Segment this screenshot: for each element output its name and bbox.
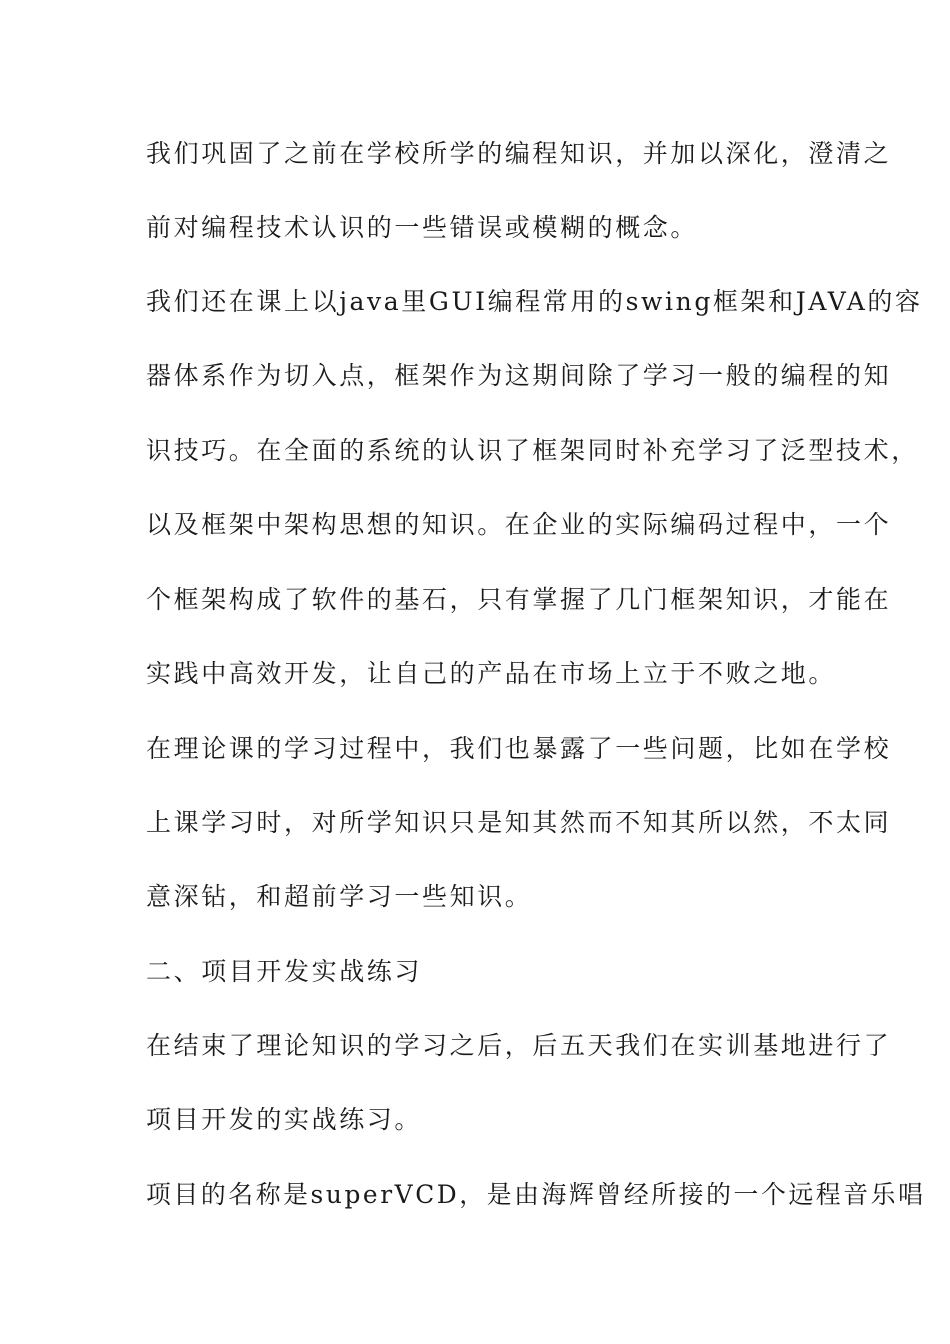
paragraph-line: 我们还在课上以java里GUI编程常用的swing框架和JAVA的容: [146, 287, 923, 316]
paragraph-line: 我们巩固了之前在学校所学的编程知识，并加以深化，澄清之: [146, 139, 892, 168]
paragraph-line: 上课学习时，对所学知识只是知其然而不知其所以然，不太同: [146, 808, 892, 837]
paragraph-line: 意深钻，和超前学习一些知识。: [146, 882, 533, 911]
paragraph-line: 项目开发的实战练习。: [146, 1105, 423, 1134]
paragraph-line: 器体系作为切入点，框架作为这期间除了学习一般的编程的知: [146, 361, 892, 390]
section-heading: 二、项目开发实战练习: [146, 957, 423, 986]
paragraph-line: 个框架构成了软件的基石，只有掌握了几门框架知识，才能在: [146, 585, 892, 614]
paragraph-line: 实践中高效开发，让自己的产品在市场上立于不败之地。: [146, 659, 837, 688]
paragraph-line: 项目的名称是superVCD，是由海辉曾经所接的一个远程音乐唱: [146, 1180, 926, 1209]
paragraph-line: 在结束了理论知识的学习之后，后五天我们在实训基地进行了: [146, 1031, 892, 1060]
paragraph-line: 识技巧。在全面的系统的认识了框架同时补充学习了泛型技术，: [146, 436, 919, 465]
paragraph-line: 以及框架中架构思想的知识。在企业的实际编码过程中，一个: [146, 510, 892, 539]
paragraph-line: 前对编程技术认识的一些错误或模糊的概念。: [146, 213, 699, 242]
paragraph-line: 在理论课的学习过程中，我们也暴露了一些问题，比如在学校: [146, 734, 892, 763]
